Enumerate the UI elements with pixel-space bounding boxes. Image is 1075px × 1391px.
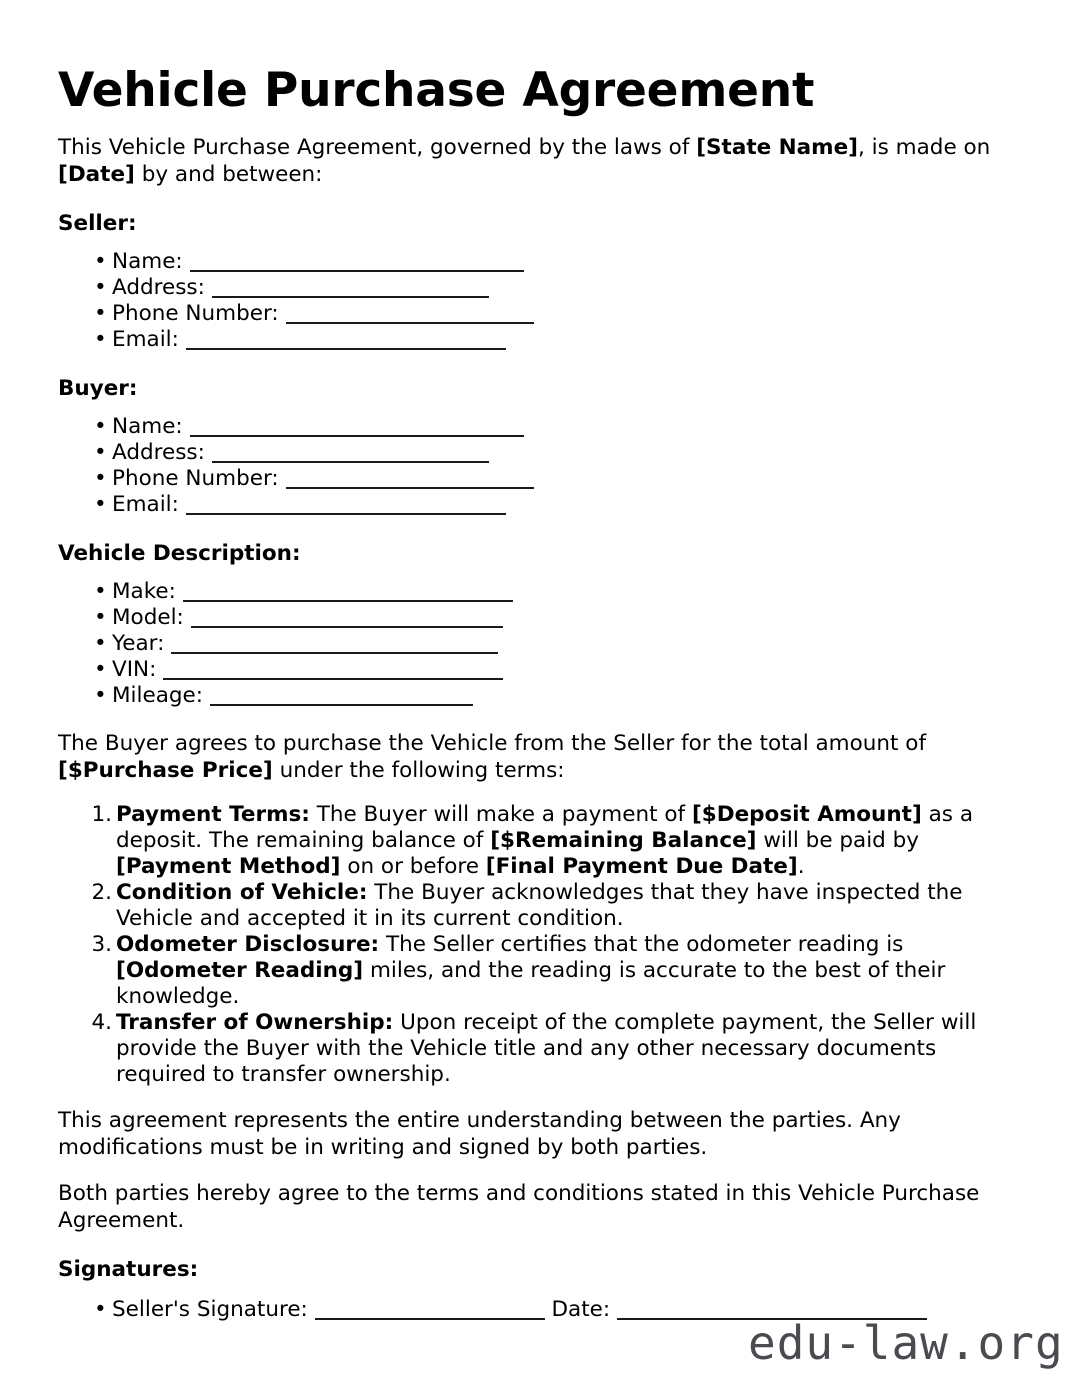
term-lead: Transfer of Ownership: [116, 1010, 394, 1036]
purchase-paragraph [58, 709, 1017, 784]
purchase-text-part1: The Buyer agrees to purchase the Vehicle from the Seller for the total amount of [58, 731, 927, 757]
term-item [58, 932, 1017, 1010]
term-text: The Buyer acknowledges that they have inspected the Vehicle and accepted it in its current condition. [116, 880, 963, 932]
watermark-edu-law: edu-law.org [748, 1316, 1064, 1370]
field-label: Name: [112, 414, 190, 440]
state-name-placeholder: [State Name] [696, 135, 858, 161]
term-placeholder: [Final Payment Due Date] [485, 854, 798, 880]
fill-in-blank[interactable] [190, 420, 524, 437]
fill-in-blank[interactable] [186, 498, 506, 515]
fill-in-blank[interactable] [190, 255, 524, 272]
vehicle-description-heading: Vehicle Description: [58, 541, 301, 567]
closing-paragraph-1: This agreement represents the entire understanding between the parties. Any modifications must be in writing and signed by both parties. [58, 1108, 901, 1160]
closing-paragraph-2: Both parties hereby agree to the terms and conditions stated in this Vehicle Purchase Agreement. [58, 1181, 980, 1233]
bullet-icon: • [94, 249, 107, 275]
fill-in-blank[interactable] [286, 472, 534, 489]
list-item [58, 492, 1017, 518]
term-lead: Odometer Disclosure: [116, 932, 380, 958]
list-item [58, 579, 1017, 605]
field-label: Year: [112, 631, 172, 657]
date-placeholder: [Date] [58, 161, 135, 187]
field-label: VIN: [112, 657, 164, 683]
term-text: miles, and the reading is accurate to the best of their knowledge. [116, 958, 946, 1010]
bullet-icon: • [94, 605, 107, 631]
fill-in-blank[interactable] [163, 663, 503, 680]
fill-in-blank[interactable] [210, 689, 473, 706]
term-item [58, 802, 1017, 880]
field-label: Model: [112, 605, 191, 631]
seller-section-heading: Seller: [58, 211, 137, 237]
bullet-icon: • [94, 327, 107, 353]
list-item [58, 683, 1017, 709]
purchase-price-placeholder: [$Purchase Price] [58, 757, 273, 783]
field-label: Name: [112, 249, 190, 275]
terms-list [58, 784, 1017, 1088]
vehicle-field-list [58, 567, 1017, 709]
term-placeholder: [Payment Method] [116, 854, 341, 880]
field-label: Email: [112, 492, 186, 518]
list-item [58, 605, 1017, 631]
term-text: . [797, 854, 805, 880]
intro-paragraph [58, 115, 1017, 188]
term-placeholder: [$Remaining Balance] [490, 828, 757, 854]
field-label: Phone Number: [112, 301, 286, 327]
signature-row [58, 1297, 1017, 1323]
term-placeholder: [$Deposit Amount] [691, 802, 922, 828]
term-text: The Buyer will make a payment of [309, 802, 692, 828]
list-item [58, 631, 1017, 657]
term-text: will be paid by [756, 828, 920, 854]
bullet-icon: • [94, 492, 107, 518]
field-label: Make: [112, 579, 183, 605]
seller-field-list [58, 237, 1017, 353]
field-label: Email: [112, 327, 186, 353]
list-item [58, 657, 1017, 683]
intro-text-part3: by and between: [134, 161, 323, 187]
list-item [58, 414, 1017, 440]
term-item [58, 880, 1017, 932]
term-text: Upon receipt of the complete payment, the Seller will provide the Buyer with the Vehicle title and any other necessary documents required to transfer ownership. [116, 1010, 977, 1088]
signature-blank[interactable] [315, 1303, 545, 1320]
term-lead: Condition of Vehicle: [116, 880, 368, 906]
signatures-heading: Signatures: [58, 1257, 199, 1283]
fill-in-blank[interactable] [171, 637, 498, 654]
signature-list [58, 1283, 1017, 1323]
bullet-icon: • [94, 683, 107, 709]
bullet-icon: • [94, 275, 107, 301]
term-text: as a deposit. The remaining balance of [116, 802, 974, 854]
list-item [58, 466, 1017, 492]
list-item [58, 327, 1017, 353]
fill-in-blank[interactable] [191, 611, 503, 628]
intro-text-part1: This Vehicle Purchase Agreement, governed by the laws of [58, 135, 697, 161]
fill-in-blank[interactable] [186, 333, 506, 350]
date-blank[interactable] [617, 1303, 927, 1320]
bullet-icon: • [94, 301, 107, 327]
fill-in-blank[interactable] [212, 446, 489, 463]
buyer-section-heading: Buyer: [58, 376, 138, 402]
list-item [58, 301, 1017, 327]
term-lead: Payment Terms: [116, 802, 310, 828]
bullet-icon: • [94, 579, 107, 605]
list-item [58, 275, 1017, 301]
term-item [58, 1010, 1017, 1088]
bullet-icon: • [94, 1297, 107, 1323]
date-label: Date: [544, 1297, 617, 1323]
page-title: Vehicle Purchase Agreement [58, 63, 815, 118]
field-label: Phone Number: [112, 466, 286, 492]
fill-in-blank[interactable] [212, 281, 489, 298]
term-text: The Seller certifies that the odometer reading is [379, 932, 904, 958]
field-label: Address: [112, 275, 212, 301]
list-item [58, 440, 1017, 466]
term-text: on or before [340, 854, 486, 880]
bullet-icon: • [94, 466, 107, 492]
bullet-icon: • [94, 631, 107, 657]
fill-in-blank[interactable] [183, 585, 513, 602]
buyer-field-list [58, 402, 1017, 518]
field-label: Mileage: [112, 683, 210, 709]
bullet-icon: • [94, 657, 107, 683]
purchase-text-part2: under the following terms: [272, 757, 565, 783]
intro-text-part2: , is made on [858, 135, 991, 161]
bullet-icon: • [94, 414, 107, 440]
field-label: Address: [112, 440, 212, 466]
list-item [58, 249, 1017, 275]
signature-label: Seller's Signature: [112, 1297, 315, 1323]
fill-in-blank[interactable] [286, 307, 534, 324]
bullet-icon: • [94, 440, 107, 466]
term-placeholder: [Odometer Reading] [116, 958, 364, 984]
